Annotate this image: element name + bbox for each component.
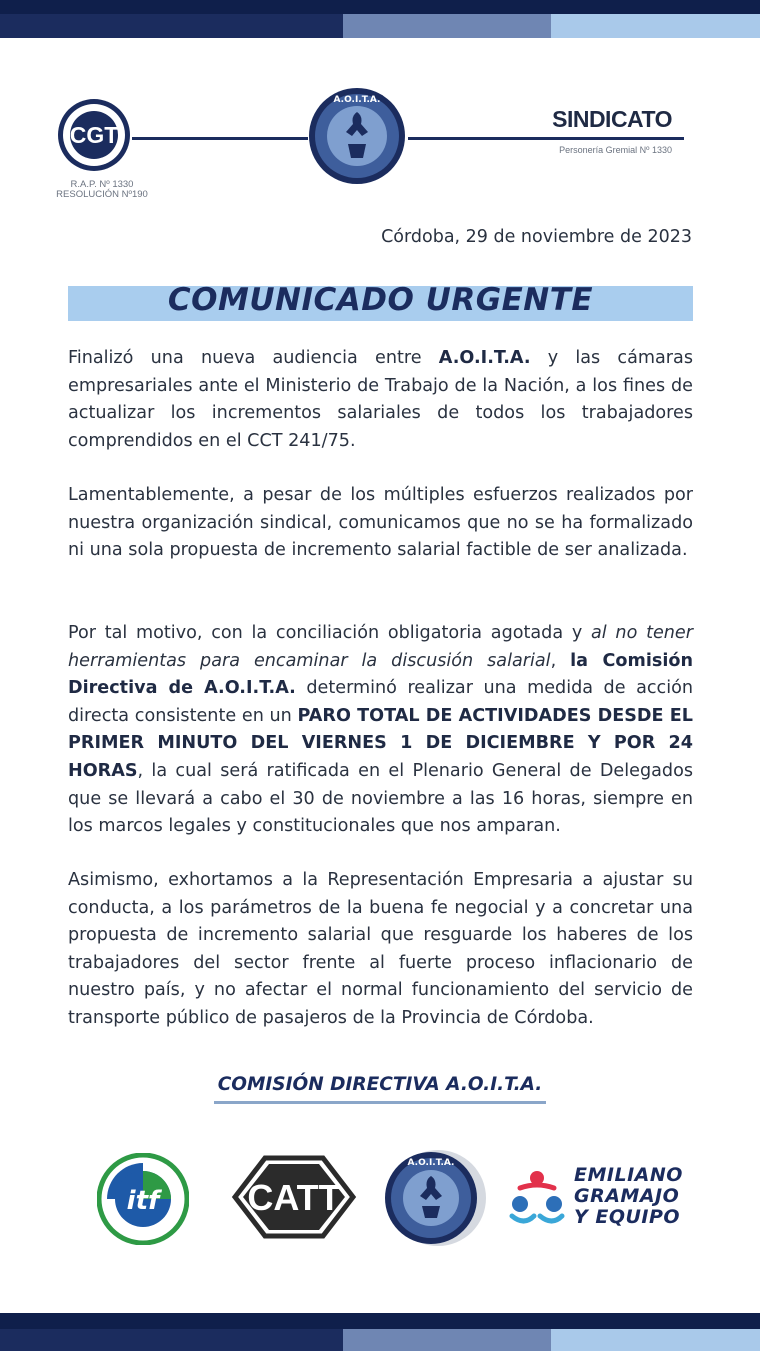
emiliano-gramajo-icon (506, 1166, 568, 1228)
cgt-logo-text: CGT (69, 122, 119, 148)
aoita-header-text: A.O.I.T.A. (333, 95, 381, 105)
cgt-registration (46, 180, 158, 200)
top-decorative-band (0, 0, 760, 38)
personeria-gremial: Personería Gremial Nº 1330 (559, 145, 672, 155)
paragraph-4: Asimismo, exhortamos a la Representación Empresaria a ajustar su conducta, a los parámetros de la buena fe negocial y a concretar una propuesta de incremento salarial que resguarde los haberes de los trabajadores del sector frente al fuerte proceso inflacionario de nuestro país, y no afectar el normal funcionamiento del servicio de transporte público de pasajeros de la Provincia de Córdoba. (68, 870, 693, 1028)
header-rule-right (408, 137, 684, 140)
bottom-decorative-band (0, 1313, 760, 1351)
cgt-logo (56, 97, 132, 173)
emiliano-gramajo-text (574, 1165, 684, 1228)
signature: COMISIÓN DIRECTIVA A.O.I.T.A. (217, 1074, 543, 1095)
aoita-footer-text: A.O.I.T.A. (407, 1158, 455, 1168)
top-band-dark-segment (0, 14, 343, 38)
paro-total-bold: PARO TOTAL DE ACTIVIDADES DESDE EL PRIMER MINUTO DEL VIERNES 1 DE DICIEMBRE Y POR 24 HORAS (68, 705, 693, 781)
paragraph-1: Finalizó una nueva audiencia entre A.O.I.T.A. y las cámaras empresariales ante el Ministerio de Trabajo de la Nación, a los fines de actualizar los incrementos salariales de todos los trabajadores comprendidos en el CCT 241/75. (68, 348, 693, 451)
itf-logo-text: itf (126, 1186, 160, 1216)
bottom-band-light-segment (551, 1329, 760, 1351)
bottom-band-dark-segment (0, 1329, 343, 1351)
top-band-light-segment (551, 14, 760, 38)
header-rule-left (132, 137, 308, 140)
document-date: Córdoba, 29 de noviembre de 2023 (381, 227, 692, 247)
aoita-logo-header (304, 86, 410, 186)
cgt-rap-line: R.A.P. Nº 1330 (70, 179, 134, 190)
sindicato-heading: SINDICATO (552, 106, 672, 132)
eg-line-2: GRAMAJO (574, 1185, 680, 1207)
document-title: COMUNICADO URGENTE (167, 282, 594, 318)
paragraph-3: Por tal motivo, con la conciliación obligatoria agotada y al no tener herramientas para encaminar la discusión salarial, la Comisión Directiva de A.O.I.T.A. determinó realizar una medida de acción directa consistente en un PARO TOTAL DE ACTIVIDADES DESDE EL PRIMER MINUTO DEL VIERNES 1 DE DICIEMBRE Y POR 24 HORAS, la cual será ratificada en el Plenario General de Delegados que se llevará a cabo el 30 de noviembre a las 16 horas, siempre en los marcos legales y constitucionales que nos amparan. (68, 623, 693, 837)
bottom-band-mid-segment (343, 1329, 551, 1351)
bottom-navy-strip (0, 1313, 760, 1329)
cgt-resolucion-line: RESOLUCIÓN Nº190 (56, 189, 148, 200)
signature-underline (214, 1101, 546, 1104)
paragraph-2: Lamentablemente, a pesar de los múltiples esfuerzos realizados por nuestra organización sindical, comunicamos que no se ha formalizado ni una sola propuesta de incremento salarial factible de ser analizada. (68, 485, 693, 561)
italic-phrase: al no tener herramientas para encaminar la discusión salarial (68, 623, 693, 671)
top-band-mid-segment (343, 14, 551, 38)
itf-logo (97, 1153, 189, 1245)
comision-directiva-bold: la Comisión Directiva de A.O.I.T.A. (68, 650, 693, 699)
top-navy-strip (0, 0, 760, 14)
eg-line-1: EMILIANO (574, 1164, 683, 1186)
eg-line-3: Y EQUIPO (574, 1206, 681, 1228)
aoita-logo-footer (378, 1148, 490, 1248)
catt-logo-text: CATT (247, 1177, 341, 1218)
aoita-name: A.O.I.T.A. (438, 348, 531, 368)
catt-logo (229, 1152, 359, 1242)
